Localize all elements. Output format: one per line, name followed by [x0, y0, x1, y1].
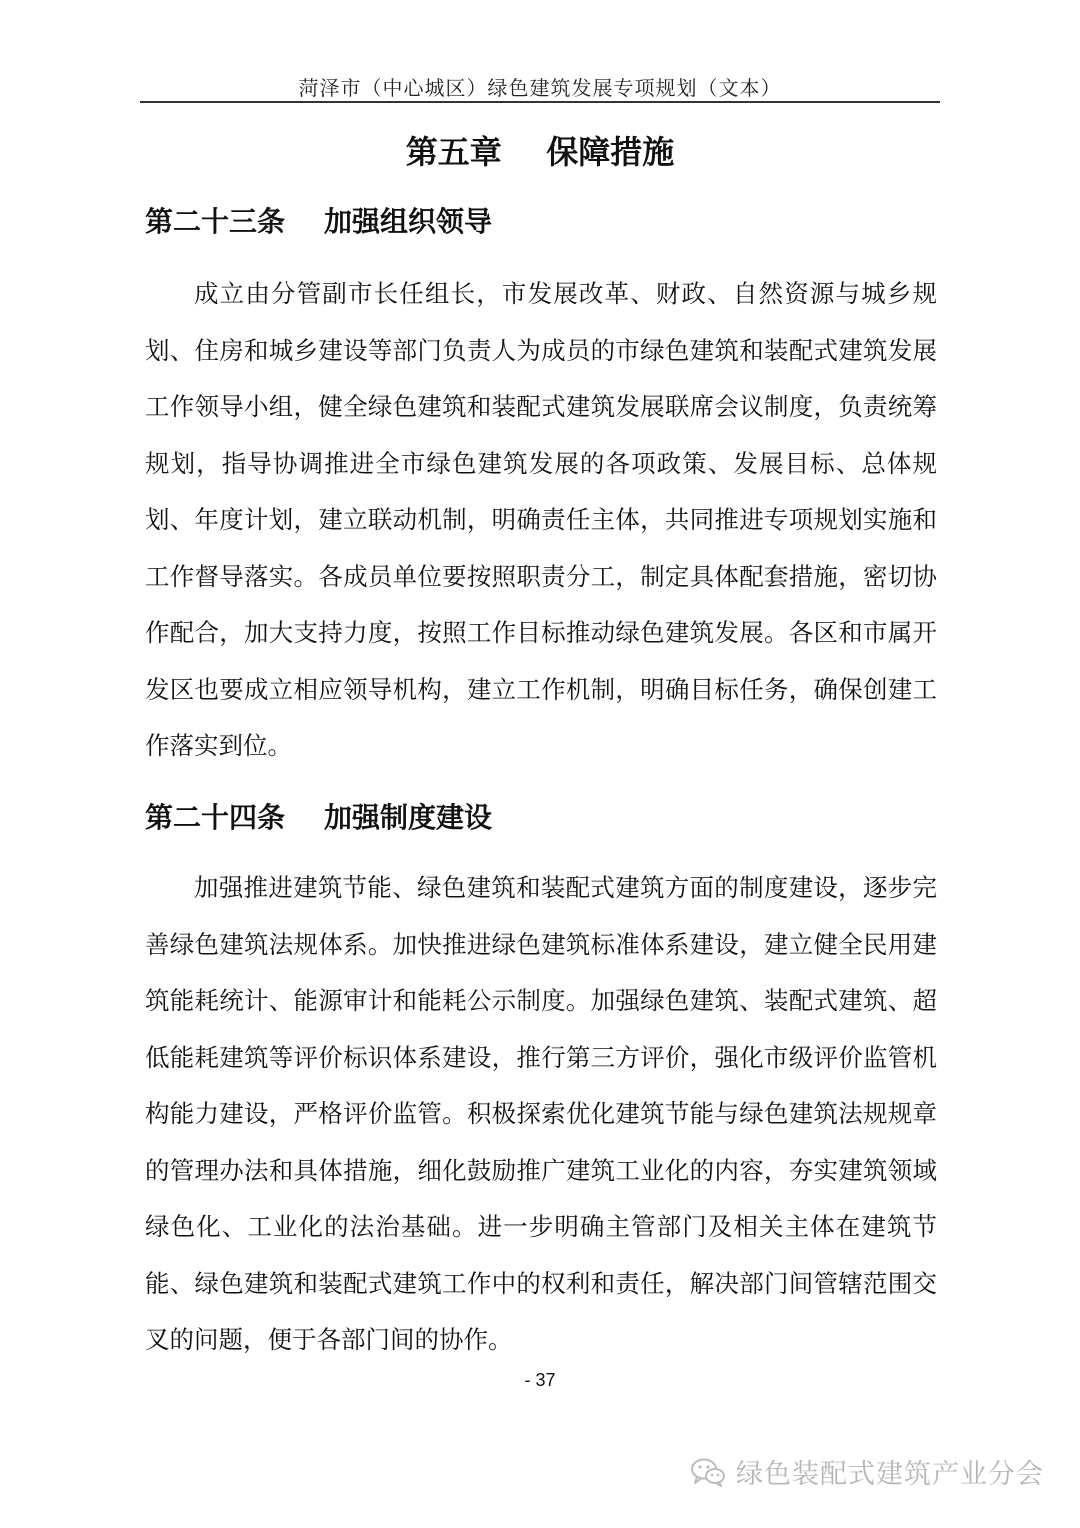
article-24-paragraph: 加强推进建筑节能、绿色建筑和装配式建筑方面的制度建设，逐步完善绿色建筑法规体系。加快推进绿色建筑标准体系建设，建立健全民用建筑能耗统计、能源审计和能耗公示制度。加强绿色建筑、装配式建筑、超低能耗建筑等评价标识体系建设，推行第三方评价，强化市级评价监管机构能力建设，严格评价监管。积极探索优化建筑节能与绿色建筑法规规章的管理办法和具体措施，细化鼓励推广建筑工业化的内容，夯实建筑领域绿色化、工业化的法治基础。进一步明确主管部门及相关主体在建筑节能、绿色建筑和装配式建筑工作中的权利和责任，解决部门间管辖范围交叉的问题，便于各部门间的协作。 [145, 873, 937, 1354]
watermark [690, 1452, 1044, 1491]
article-24-heading: 第二十四条 加强制度建设 [145, 801, 492, 834]
watermark-text: 绿色装配式建筑产业分会 [736, 1459, 1044, 1490]
chapter-title: 第五章 保障措施 [405, 133, 675, 171]
page-number: - 37 [524, 1370, 556, 1390]
wechat-icon [690, 1457, 726, 1487]
article-23-paragraph: 成立由分管副市长任组长，市发展改革、财政、自然资源与城乡规划、住房和城乡建设等部门负责人为成员的市绿色建筑和装配式建筑发展工作领导小组，健全绿色建筑和装配式建筑发展联席会议制度，负责统筹规划，指导协调推进全市绿色建筑发展的各项政策、发展目标、总体规划、年度计划，建立联动机制，明确责任主体，共同推进专项规划实施和工作督导落实。各成员单位要按照职责分工，制定具体配套措施，密切协作配合，加大支持力度，按照工作目标推动绿色建筑发展。各区和市属开发区也要成立相应领导机构，建立工作机制，明确目标任务，确保创建工作落实到位。 [145, 279, 937, 760]
running-header: 菏泽市（中心城区）绿色建筑发展专项规划（文本） [298, 76, 782, 100]
article-23-heading: 第二十三条 加强组织领导 [145, 205, 492, 238]
header-rule [140, 101, 940, 103]
